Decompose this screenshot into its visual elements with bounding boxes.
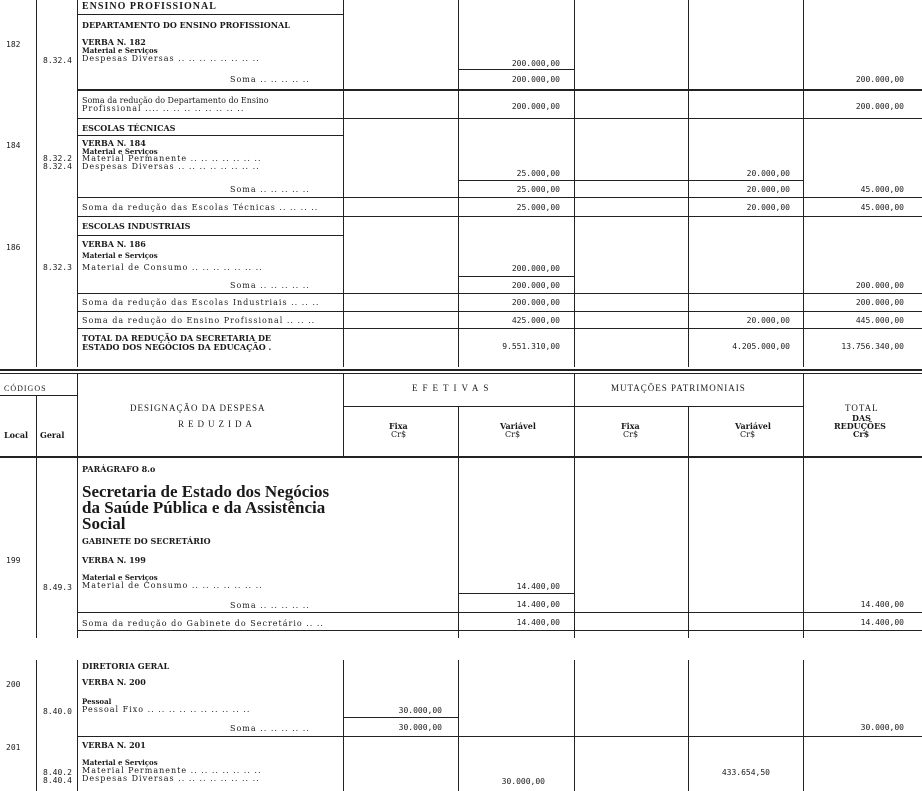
col-divider [458,660,459,791]
col-divider [574,458,575,638]
col-divider [574,660,575,791]
col-divider [574,374,575,457]
col-divider [36,0,37,367]
value-variavel: 14.400,00 [516,618,560,627]
value-total: 13.756.340,00 [841,342,904,351]
col-divider [343,660,344,791]
category-label: Material e Serviços [82,573,158,582]
item-label: Material de Consumo .. .. .. .. .. .. .. [82,581,263,590]
section-title: Secretaria de Estado dos Negócios [82,482,330,501]
header-codigos: CÓDIGOS [4,384,47,393]
header-local: Local [4,430,29,440]
category-label: Material e Serviços [82,147,158,156]
rule [77,118,922,119]
code-local: 200 [6,680,21,689]
section-title: Social [82,514,126,533]
verba-label: VERBA N. 184 [82,138,146,148]
value-variavel: 25.000,00 [516,185,560,194]
value-fixa: 30.000,00 [398,706,442,715]
rule [0,395,77,396]
value-variavel: 200.000,00 [511,59,560,68]
col-divider [36,395,37,457]
verba-label: VERBA N. 199 [82,555,146,565]
header-geral: Geral [40,430,65,440]
code-geral: 8.32.4 [43,162,72,171]
value-total: 200.000,00 [855,102,904,111]
item-label: Despesas Diversas .. .. .. .. .. .. .. .. [82,774,260,783]
value-mutacao-variavel: 20.000,00 [746,185,790,194]
reduction-label: Soma da redução das Escolas Industriais .. .. .. [82,298,320,307]
value-mutacao-variavel: 4.205.000,00 [732,342,790,351]
reduction-label: Soma da redução do Departamento do Ensino [82,96,269,105]
header-designacao: DESIGNAÇÃO DA DESPESA [130,403,266,413]
col-divider [77,374,78,457]
category-label: Material e Serviços [82,46,158,55]
group-header: GABINETE DO SECRETÁRIO [82,536,211,546]
header-mutacoes: MUTAÇÕES PATRIMONIAIS [611,383,746,393]
reduction-label: Soma da redução do Ensino Profissional .. .. .. [82,316,316,325]
col-divider [343,374,344,457]
soma-label: Soma .. .. .. .. .. [230,601,310,610]
header-total: DAS [852,413,871,423]
code-geral: 8.32.3 [43,263,72,272]
rule [77,293,922,294]
header-currency: Cr$ [391,430,407,439]
dept-header: DEPARTAMENTO DO ENSINO PROFISSIONAL [82,20,290,30]
section-title: da Saúde Pública e da Assistência [82,498,326,517]
group-header: ESCOLAS INDUSTRIAIS [82,221,191,231]
soma-label: Soma .. .. .. .. .. [230,281,310,290]
col-divider [803,374,804,457]
rule [77,736,922,737]
value-mutacao-variavel: 20.000,00 [746,316,790,325]
value-variavel: 25.000,00 [516,169,560,178]
col-divider [36,458,37,638]
value-variavel: 9.551.310,00 [502,342,560,351]
value-mutacao-variavel: 20.000,00 [746,169,790,178]
verba-label: VERBA N. 200 [82,677,146,687]
verba-label: VERBA N. 201 [82,740,146,750]
value-variavel: 30.000,00 [501,777,545,786]
reduction-label: Soma da redução das Escolas Técnicas .. .. .. .. [82,203,319,212]
header-currency: Cr$ [505,430,521,439]
value-variavel: 200.000,00 [511,264,560,273]
rule [343,406,803,407]
grand-total-label: ESTADO DOS NEGÓCIOS DA EDUCAÇÃO . [82,342,272,352]
group-header: ESCOLAS TÉCNICAS [82,123,176,133]
item-label: Pessoal Fixo .. .. .. .. .. .. .. .. .. .. [82,705,251,714]
rule [77,135,343,136]
header-currency: Cr$ [623,430,639,439]
value-fixa: 30.000,00 [398,723,442,732]
value-mutacao-variavel: 433.654,50 [721,768,770,777]
value-total: 200.000,00 [855,75,904,84]
item-label: Material Permanente .. .. .. .. .. .. .. [82,154,262,163]
rule [77,328,922,329]
col-divider [688,660,689,791]
value-total: 45.000,00 [860,185,904,194]
code-local: 184 [6,141,21,150]
col-divider [688,406,689,457]
header-variavel: Variável [500,421,536,431]
rule [0,373,922,374]
value-total: 45.000,00 [860,203,904,212]
soma-label: Soma .. .. .. .. .. [230,185,310,194]
rule [77,630,922,631]
value-total: 200.000,00 [855,281,904,290]
reduction-label: Profissional .... .. .. .. .. .. .. .. .. [82,104,245,113]
value-variavel: 25.000,00 [516,203,560,212]
item-label: Despesas Diversas .. .. .. .. .. .. .. .. [82,162,260,171]
rule [459,593,574,594]
verba-label: VERBA N. 186 [82,239,146,249]
col-divider [458,458,459,638]
value-total: 14.400,00 [860,618,904,627]
value-variavel: 425.000,00 [511,316,560,325]
rule [0,369,922,371]
value-total: 445.000,00 [855,316,904,325]
reduction-label: Soma da redução do Gabinete do Secretário .. .. [82,619,324,628]
code-geral: 8.40.4 [43,776,72,785]
rule [77,612,922,613]
rule [0,456,922,458]
col-divider [803,458,804,638]
value-variavel: 14.400,00 [516,582,560,591]
rule [77,197,922,198]
header-fixa: Fixa [389,421,408,431]
rule [344,717,458,718]
group-header: DIRETORIA GERAL [82,661,170,671]
col-divider [36,660,37,791]
code-local: 186 [6,243,21,252]
rule [459,276,574,277]
soma-label: Soma .. .. .. .. .. [230,75,310,84]
col-divider [458,406,459,457]
header-fixa: Fixa [621,421,640,431]
code-geral: 8.32.4 [43,56,72,65]
value-mutacao-variavel: 20.000,00 [746,203,790,212]
rule [77,311,922,312]
soma-label: Soma .. .. .. .. .. [230,724,310,733]
code-local: 201 [6,743,21,752]
value-total: 14.400,00 [860,600,904,609]
grand-total-label: TOTAL DA REDUÇÃO DA SECRETARIA DE [82,333,272,343]
value-total: 30.000,00 [860,723,904,732]
category-label: Pessoal [82,697,112,706]
header-total: TOTAL [845,403,879,413]
code-geral: 8.40.2 [43,768,72,777]
item-label: Material Permanente .. .. .. .. .. .. .. [82,766,262,775]
rule [77,14,343,15]
value-variavel: 200.000,00 [511,298,560,307]
rule [77,235,343,236]
value-variavel: 14.400,00 [516,600,560,609]
item-label: Despesas Diversas .. .. .. .. .. .. .. .. [82,54,260,63]
header-efetivas: EFETIVAS [412,383,494,393]
header-variavel: Variável [735,421,771,431]
header-currency: Cr$ [853,429,870,439]
col-divider [688,458,689,638]
verba-label: VERBA N. 182 [82,37,146,47]
rule [77,89,922,91]
code-local: 199 [6,556,21,565]
value-variavel: 200.000,00 [511,75,560,84]
col-divider [803,660,804,791]
code-geral: 8.49.3 [43,583,72,592]
value-total: 200.000,00 [855,298,904,307]
header-total: REDUÇÕES [834,421,886,431]
rule [77,216,922,217]
category-label: Material e Serviços [82,758,158,767]
col-divider [77,660,78,791]
header-designacao: REDUZIDA [178,419,256,429]
rule [459,180,803,181]
section-header: ENSINO PROFISSIONAL [82,1,217,12]
code-geral: 8.40.0 [43,707,72,716]
col-divider [77,458,78,638]
code-geral: 8.32.2 [43,154,72,163]
header-currency: Cr$ [740,430,756,439]
value-variavel: 200.000,00 [511,102,560,111]
paragraph-label: PARÁGRAFO 8.o [82,464,156,474]
item-label: Material de Consumo .. .. .. .. .. .. .. [82,263,263,272]
code-local: 182 [6,40,21,49]
value-variavel: 200.000,00 [511,281,560,290]
category-label: Material e Serviços [82,251,158,260]
rule [459,69,574,70]
